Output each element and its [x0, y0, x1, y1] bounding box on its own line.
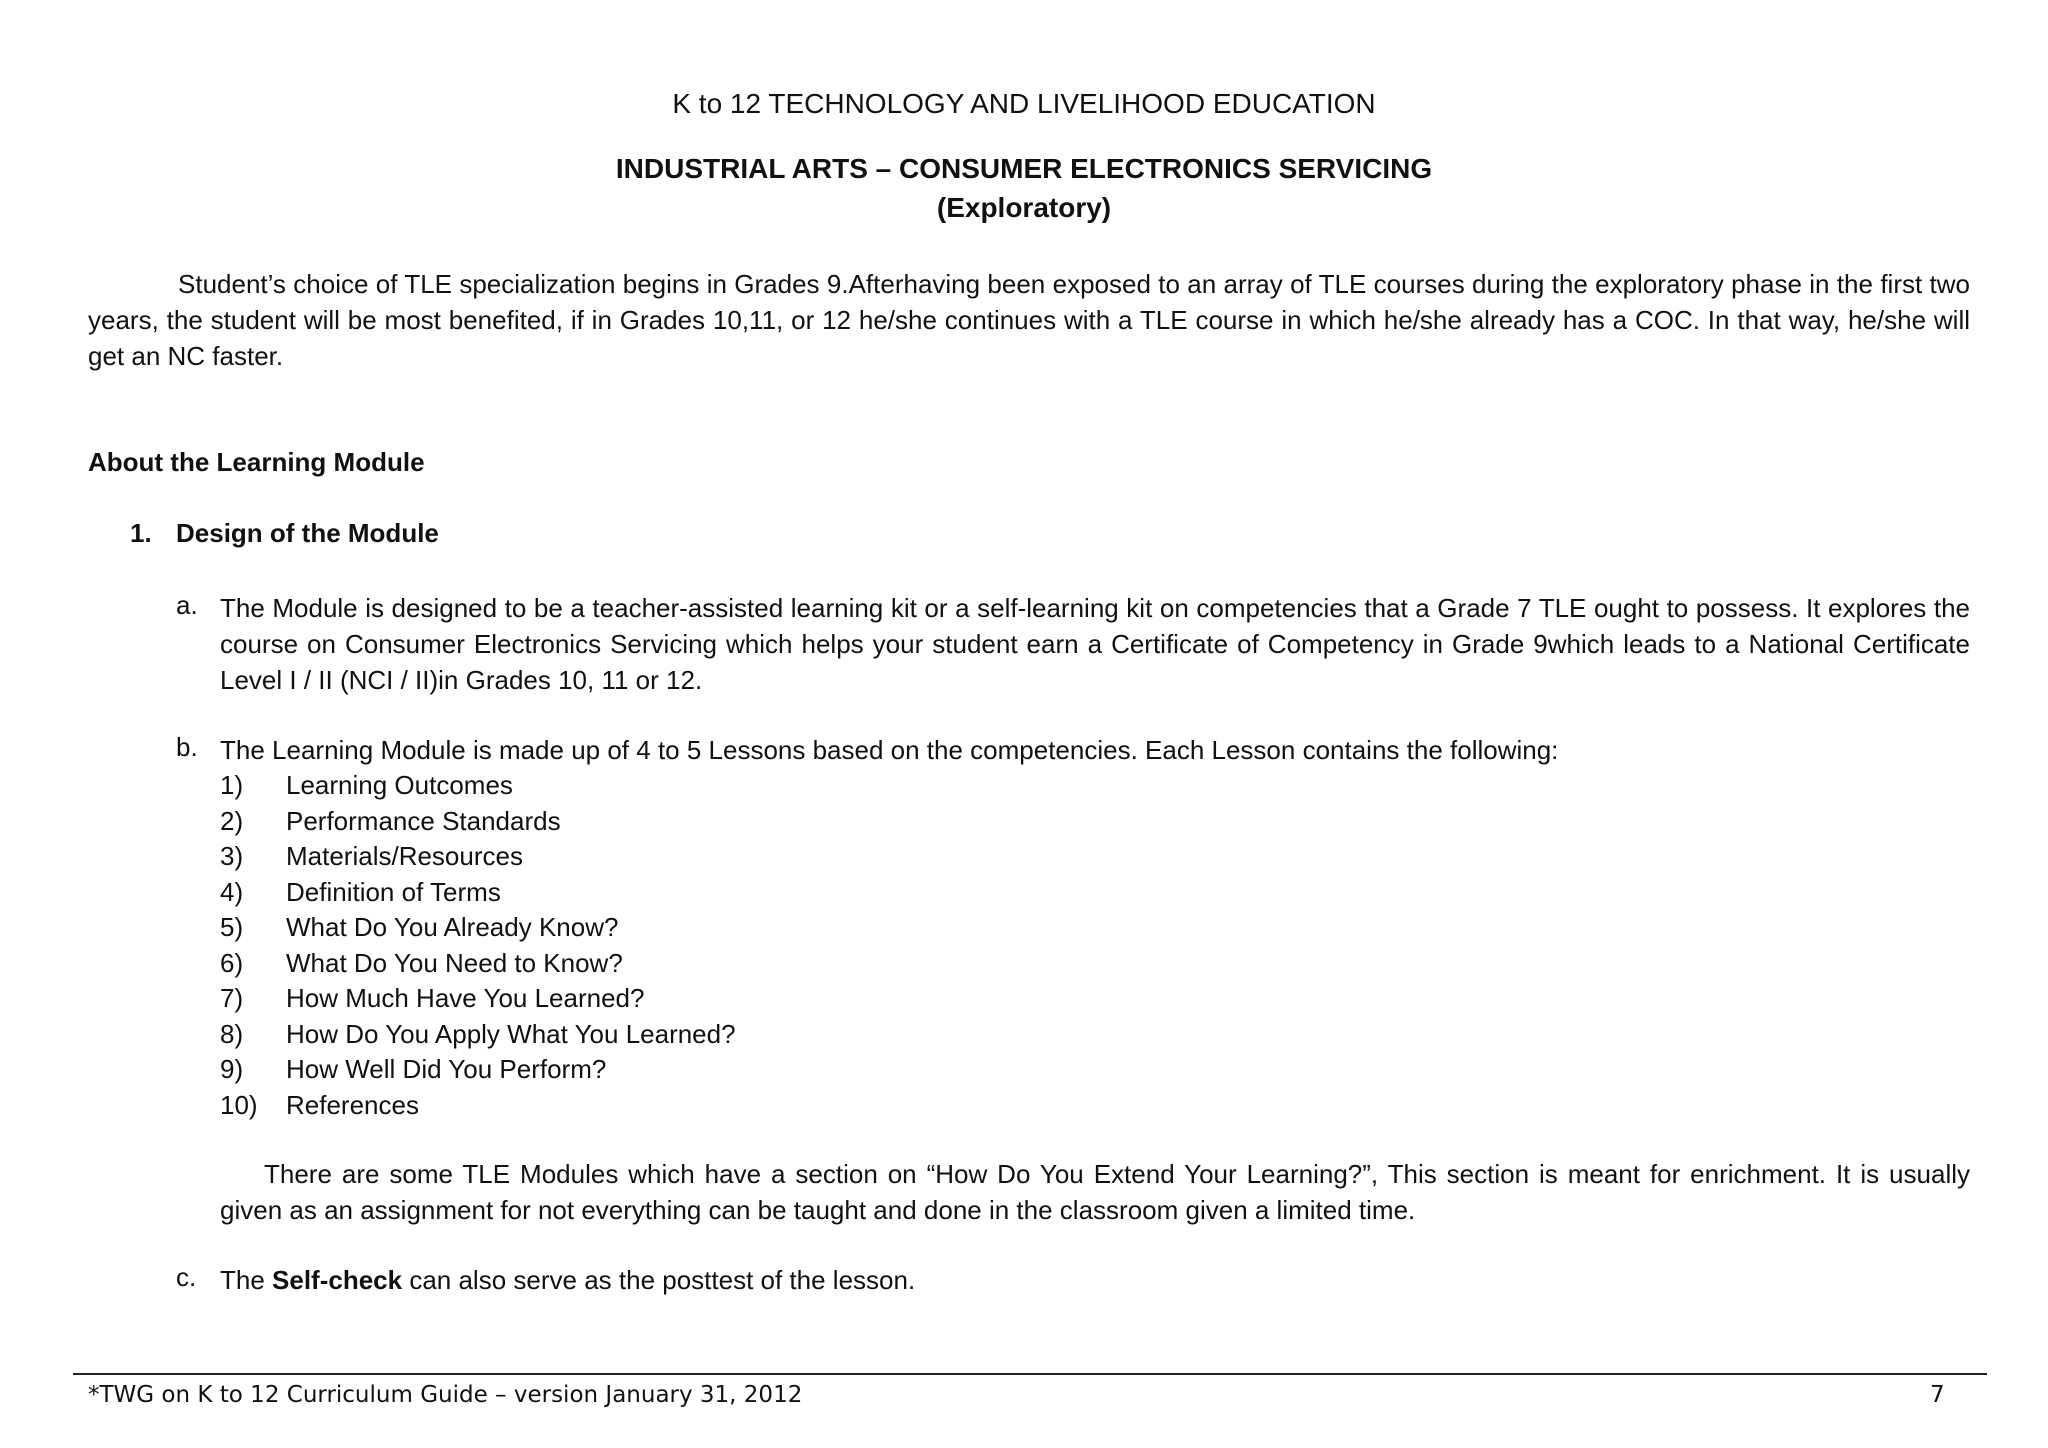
page-number: 7	[1930, 1382, 1945, 1408]
list-item-label: How Do You Apply What You Learned?	[286, 1018, 736, 1049]
list-item-number: 5)	[220, 912, 244, 942]
design-section-number: 1.	[130, 518, 152, 548]
list-item-number: 4)	[220, 876, 244, 907]
self-check-term: Self-check	[272, 1265, 403, 1295]
list-item-number: 8)	[220, 1018, 244, 1049]
footer-note: *TWG on K to 12 Curriculum Guide – version January 31, 2012	[88, 1382, 803, 1408]
document-subtitle: INDUSTRIAL ARTS – CONSUMER ELECTRONICS SERVICING	[615, 153, 1433, 184]
list-item-label: How Much Have You Learned?	[286, 983, 645, 1013]
item-c-text	[220, 1262, 1970, 1298]
document-subtitle-exploratory: (Exploratory)	[936, 192, 1112, 223]
list-item	[220, 946, 736, 982]
list-item-number: 6)	[220, 947, 244, 978]
list-item-label: Performance Standards	[286, 805, 561, 836]
list-item-label: Learning Outcomes	[286, 770, 513, 800]
design-section-heading: Design of the Module	[176, 518, 439, 548]
list-item-label: Materials/Resources	[286, 841, 523, 871]
list-item-number: 7)	[220, 983, 244, 1013]
document-title: K to 12 TECHNOLOGY AND LIVELIHOOD EDUCATION	[672, 88, 1376, 119]
list-item-label: References	[286, 1089, 419, 1120]
list-item	[220, 1052, 736, 1088]
list-item-label: What Do You Already Know?	[286, 912, 619, 942]
list-item	[220, 768, 736, 804]
list-item	[220, 875, 736, 911]
list-item-number: 1)	[220, 770, 244, 800]
extend-learning-paragraph: There are some TLE Modules which have a section on “How Do You Extend Your Learning?”, This section is meant for enrichment. It is usually given as an assignment for not everything can be taught and done in the classroom given a limited time.	[220, 1159, 1970, 1225]
item-c-prefix: The	[220, 1265, 273, 1295]
item-b-text: The Learning Module is made up of 4 to 5 Lessons based on the competencies. Each Lesson contains the following:	[220, 735, 1559, 765]
list-item	[220, 1017, 736, 1053]
list-item	[220, 981, 736, 1017]
list-item-number: 9)	[220, 1054, 244, 1084]
footer-divider	[73, 1373, 1987, 1375]
item-c-suffix: can also serve as the posttest of the lesson.	[402, 1265, 916, 1295]
item-a-marker: a.	[176, 590, 198, 620]
about-module-heading: About the Learning Module	[88, 447, 425, 477]
lesson-contents-list	[220, 768, 736, 1123]
list-item	[220, 1088, 736, 1124]
item-c-marker: c.	[176, 1262, 197, 1292]
item-b-marker: b.	[176, 732, 198, 762]
list-item-label: How Well Did You Perform?	[286, 1054, 607, 1084]
item-a-text: The Module is designed to be a teacher-assisted learning kit or a self-learning kit on competencies that a Grade 7 TLE ought to possess. It explores the course on Consumer Electronics Servicing which helps your student earn a Certificate of Competency in Grade 9which leads to a National Certificate Level I / II (NCI / II)in Grades 10, 11 or 12.	[220, 593, 1970, 695]
list-item-number: 2)	[220, 805, 244, 836]
list-item-number: 10)	[220, 1089, 258, 1120]
list-item-label: Definition of Terms	[286, 876, 501, 907]
list-item-number: 3)	[220, 841, 244, 871]
intro-paragraph: Student’s choice of TLE specialization begins in Grades 9.Afterhaving been exposed to an array of TLE courses during the exploratory phase in the first two years, the student will be most benefited, if in Grades 10,11, or 12 he/she continues with a TLE course in which he/she already has a COC. In that way, he/she will get an NC faster.	[88, 269, 1970, 371]
list-item-label: What Do You Need to Know?	[286, 947, 623, 978]
list-item	[220, 910, 736, 946]
list-item	[220, 839, 736, 875]
list-item	[220, 804, 736, 840]
